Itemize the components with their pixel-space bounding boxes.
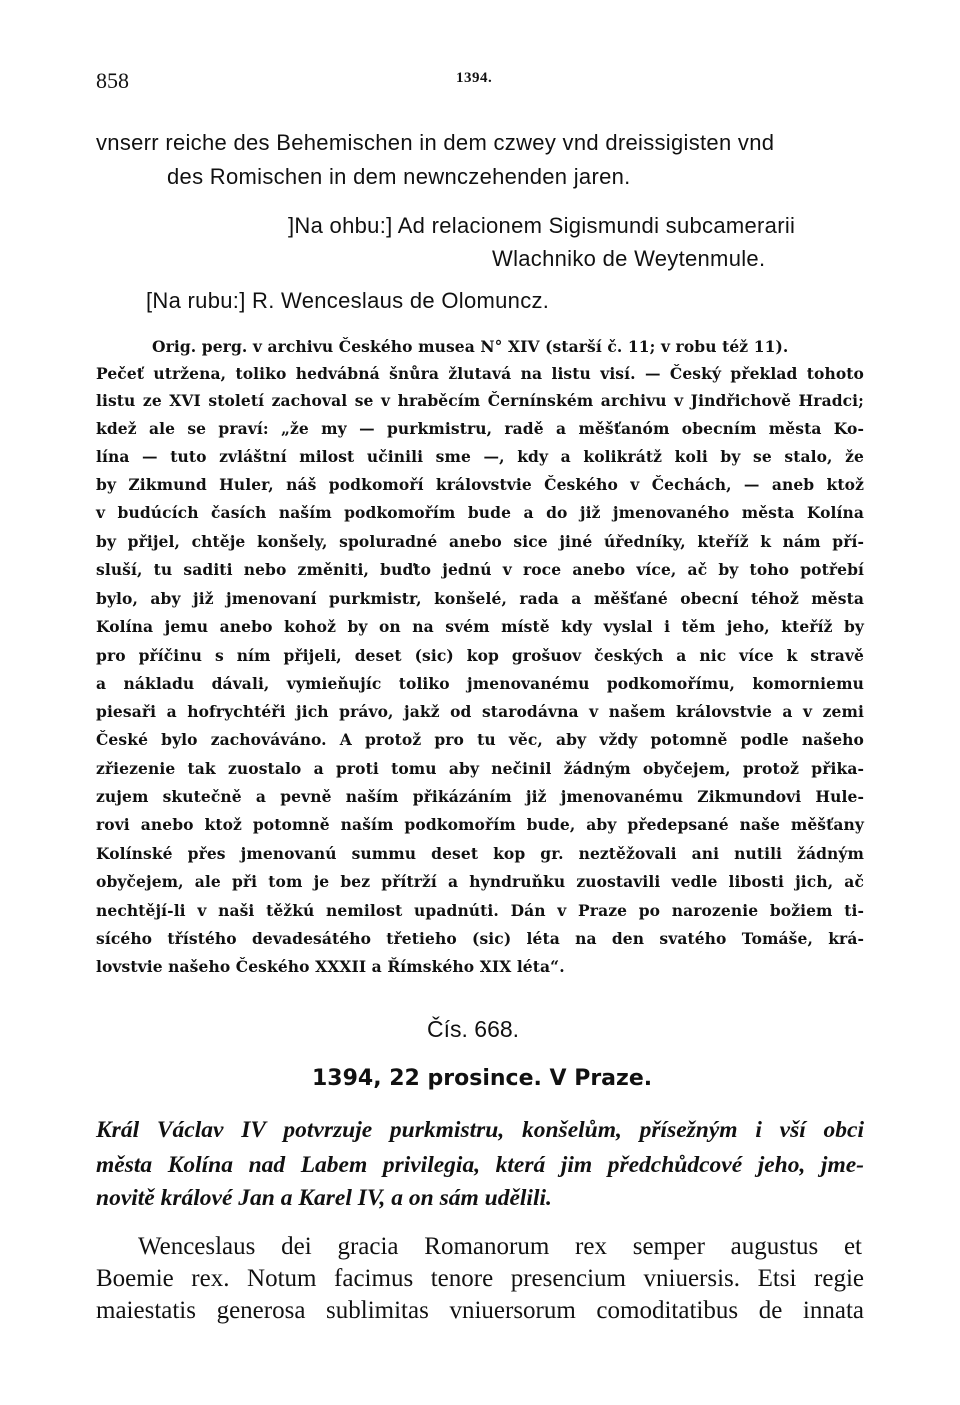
regest-line: Král Václav IV potvrzuje purkmistru, konšelům, přísežným i vší obci: [96, 1117, 864, 1143]
note-line: lína — tuto zvláštní milost učinili sme —, kdy a kolikrátž koli by se stalo, že: [96, 447, 864, 466]
prev-doc-line: des Romischen in dem newnczehenden jaren.: [167, 164, 631, 189]
note-line: Orig. perg. v archivu Českého musea N° XIV (starší č. 11; v robu též 11).: [152, 337, 789, 356]
document-date-place: 1394, 22 prosince. V Praze.: [312, 1066, 653, 1091]
note-line: by Zikmund Huler, náš podkomoří královstvie Českého v Čechách, — aneb ktož: [96, 475, 864, 494]
note-line: obyčejem, ale při tom je bez přítrží a hyndruňku zuostavili vedle libosti jich, ač: [96, 872, 864, 891]
note-line: bylo, aby již jmenovaní purkmistr, konšelé, rada a měšťané obecní téhož města: [96, 589, 864, 608]
regest-line: města Kolína nad Labem privilegia, která jim předchůdcové jeho, jme-: [96, 1152, 864, 1178]
endorsement-line: ]Na ohbu:] Ad relacionem Sigismundi subcamerarii: [288, 213, 796, 238]
note-line: Kolínské přes jmenovanú summu deset kop gr. neztěžovali ani nutili žádným: [96, 844, 864, 863]
charter-text-line: Wenceslaus dei gracia Romanorum rex semper augustus et: [138, 1233, 862, 1260]
note-line: a nákladu dávali, vymieňujíc toliko jmenovanému podkomořímu, komorniemu: [96, 674, 864, 693]
note-line: České bylo zachováváno. A protož pro tu věc, aby vždy potomně podle našeho: [96, 730, 864, 749]
note-line: listu ze XVI století zachoval se v hraběcím Černínském archivu v Jindřichově Hradci;: [96, 391, 864, 410]
note-line: sícého třístého devadesátého třetieho (sic) léta na den svatého Tomáše, krá-: [96, 929, 864, 948]
note-line: lovstvie našeho Českého XXXII a Římského XIX léta“.: [96, 957, 565, 976]
note-line: piesaři a hofrychtéři jich právo, jakž od starodávna v našem královstvie a v zemi: [96, 702, 864, 721]
note-line: Kolína jemu anebo kohož by on na svém místě kdy vyslal i těm jeho, kteříž by: [96, 617, 864, 636]
note-line: rovi anebo ktož potomně naším podkomořím bude, aby předepsané naše měšťany: [96, 815, 864, 834]
endorsement-line: Wlachniko de Weytenmule.: [492, 246, 766, 271]
prev-doc-line: vnserr reiche des Behemischen in dem czwey vnd dreissigisten vnd: [96, 130, 775, 155]
regest-line: novitě králové Jan a Karel IV, a on sám udělili.: [96, 1185, 552, 1211]
note-line: zujem skutečně a pevně naším přikázáním již jmenovanému Zikmundovi Hule-: [96, 787, 864, 806]
note-line: nechtějí-li v naši těžkú nemilost upadnúti. Dán v Praze po narozenie božiem ti-: [96, 901, 864, 920]
running-head-year: 1394.: [456, 70, 493, 86]
note-line: sluší, tu saditi nebo změniti, buďto jednú v roce anebo více, ač by toho potřebí: [96, 560, 864, 579]
note-line: by přijel, chtěje konšely, spoluradné anebo sice jiné úředníky, kteříž k nám pří-: [96, 532, 864, 551]
page-number: 858: [96, 68, 129, 93]
charter-text-line: Boemie rex. Notum facimus tenore presencium vniuersis. Etsi regie: [96, 1265, 864, 1292]
note-line: Pečeť utržena, toliko hedvábná šnůra žlutavá na listu visí. — Český překlad tohoto: [96, 364, 864, 383]
note-line: v budúcích časích naším podkomořím bude a do již jmenovaného města Kolína: [96, 503, 864, 522]
document-number: Čís. 668.: [427, 1016, 520, 1042]
note-line: pro příčinu s ním přijeli, deset (sic) kop grošuov českých a nic více k stravě: [96, 646, 864, 665]
note-line: zřiezenie tak zuostalo a proti tomu aby nečinil žádným obyčejem, protož přika-: [96, 759, 864, 778]
rubric-note: [Na rubu:] R. Wenceslaus de Olomuncz.: [146, 288, 550, 313]
page-header: [96, 68, 864, 98]
charter-text-line: maiestatis generosa sublimitas vniuersorum comoditatibus de innata: [96, 1297, 864, 1324]
note-line: kdež ale se praví: „že my — purkmistru, radě a měšťanóm obecním města Ko-: [96, 419, 864, 438]
